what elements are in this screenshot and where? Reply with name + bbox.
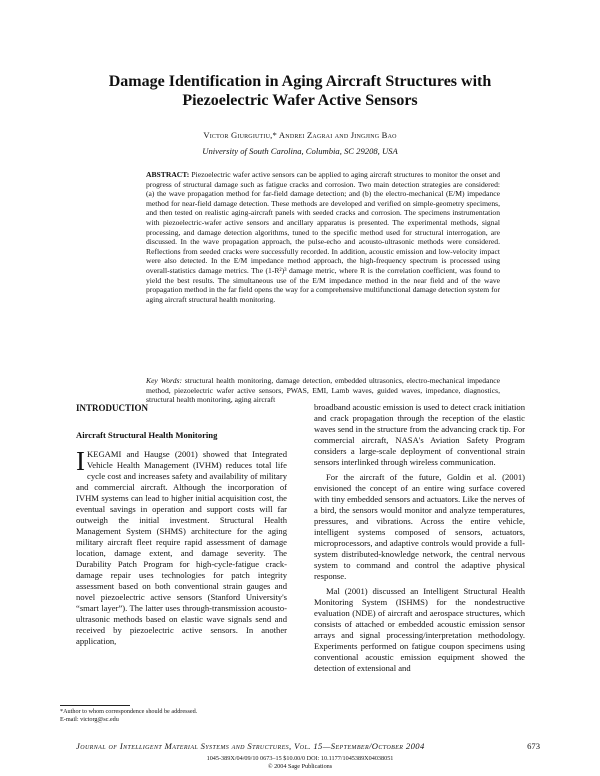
- author-list: Victor Giurgiutiu,* Andrei Zagrai and Jingjing Bao: [203, 130, 397, 140]
- left-paragraph-1: [76, 446, 287, 647]
- journal-footer: [76, 741, 540, 751]
- footnote: [60, 708, 197, 724]
- abstract: [146, 170, 500, 304]
- right-paragraph-2: For the aircraft of the future, Goldin et al. (2001) envisioned the concept of an entire wing surface covered with tiny embedded sensors and actuators. Like the nerves of a bird, the sensors would monitor and analyze temperatures, pressures, and vibrations. Across the entire vehicle, intelligent systems composed of sensors, actuators, microprocessors, and adaptive controls would provide a full-system distributed-knowledge network, the central nervous system to command and control the adaptive physical response.: [314, 472, 525, 581]
- drop-cap: I: [76, 446, 85, 476]
- doi-block: [60, 755, 540, 771]
- abstract-text: Piezoelectric wafer active sensors can be applied to aging aircraft structures to monitor the onset and progress of structural damage such as fatigue cracks and corrosion. Two main detection strategies are considered: (a) the wave propagation method for far-field damage detection; and (b) the electro-mechanical (E/M) impedance method for near-field damage detection. These methods are developed and verified on simple-geometry specimens, and then tested on realistic aging-aircraft panels with seeded cracks and corrosion. The specimens instrumentation with piezoelectric-wafer active sensors and ancillary apparatus is presented. The experimental methods, signal processing, and damage detection algorithms, tuned to the specific method used for structural interrogation, are discussed. In the wave propagation approach, the pulse-echo and acousto-ultrasonic methods were considered. Reflections from seeded cracks were successfully recorded. In addition, acoustic emission and low-velocity impact were also detected. In the E/M impedance method approach, the high-frequency spectrum is processed using overall-statistics damage metrics. The (1-R²)³ damage metric, where R is the correlation coefficient, was found to yield the best results. The simultaneous use of the E/M impedance method in the near field and of the wave propagation method in the far field opens the way for a comprehensive multifunctional damage detection system for aging aircraft structural health monitoring.: [146, 170, 500, 304]
- paper-title: [60, 72, 540, 110]
- footnote-email: E-mail: victorg@sc.edu: [60, 716, 119, 723]
- footnote-line-1: *Author to whom correspondence should be addressed.: [60, 708, 198, 715]
- subsection-heading: Aircraft Structural Health Monitoring: [76, 430, 218, 440]
- affiliation: University of South Carolina, Columbia, SC 29208, USA: [202, 146, 398, 156]
- section-heading: INTRODUCTION: [76, 403, 149, 413]
- first-words: KEGAMI: [87, 449, 122, 459]
- footnote-rule: [60, 705, 130, 706]
- right-paragraph-1: broadband acoustic emission is used to detect crack initiation and crack propagation through the reception of the elastic waves send in the structure from the advancing crack tip. For commercial aircraft, NASA's Aviation Safety Program considers a large-scale deployment of conventional strain sensors interlinked through wireless communication.: [314, 402, 525, 467]
- keywords: [146, 376, 500, 405]
- left-paragraph-1-text: and Haugse (2001) showed that Integrated Vehicle Health Management (IVHM) reduces total life cycle cost and increases safety and availability of military and commercial aircraft. Although the incorporation of IVHM systems can lead to higher initial acquisition cost, the eventual savings in operation and support costs will far outweigh the initial investment. Structural Health Management System (SHMS) architecture for the aging military aircraft fleet require rapid assessment of damage location, damage extent, and damage severity. The Durability Patch Program for high-cycle-fatigue crack-damage repair uses technologies for patch integrity assessment based on both conventional strain gauges and novel piezoelectric active sensors (Stanford University's “smart layer”). The latter uses through-transmission acousto-ultrasonic methods based on elastic wave signals send and received by piezoelectric active sensors. In another application,: [76, 449, 287, 646]
- copyright: © 2004 Sage Publications: [267, 763, 333, 770]
- title-line-1: Damage Identification in Aging Aircraft Structures with: [108, 73, 492, 90]
- right-column: [314, 402, 525, 674]
- keywords-label: Key Words:: [146, 376, 182, 385]
- left-column: [76, 446, 287, 647]
- doi-line: 1045-389X/04/09/10 0673–15 $10.00/0 DOI: 10.1177/1045389X04038051: [206, 755, 394, 762]
- abstract-label: ABSTRACT:: [146, 170, 190, 179]
- keywords-text: structural health monitoring, damage detection, embedded ultrasonics, electro-mechanical impedance method, piezoelectric wafer active sensors, PWAS, EMI, Lamb waves, guided waves, impedance, diagnostics, structural health monitoring, aging aircraft: [146, 376, 500, 405]
- right-paragraph-3: Mal (2001) discussed an Intelligent Structural Health Monitoring System (ISHMS) for the nondestructive evaluation (NDE) of aircraft and aerospace structures, which consists of attached or embedded acoustic emission sensor arrays and signal processing/interpretation methodology. Experiments performed on fatigue coupon specimens using conventional acoustic emission equipment showed the detection of extensional and: [314, 586, 525, 673]
- journal-name: Journal of Intelligent Material Systems and Structures, Vol. 15—September/October 2004: [76, 741, 425, 751]
- title-line-2: Piezoelectric Wafer Active Sensors: [182, 92, 418, 109]
- page-number: 673: [527, 741, 540, 751]
